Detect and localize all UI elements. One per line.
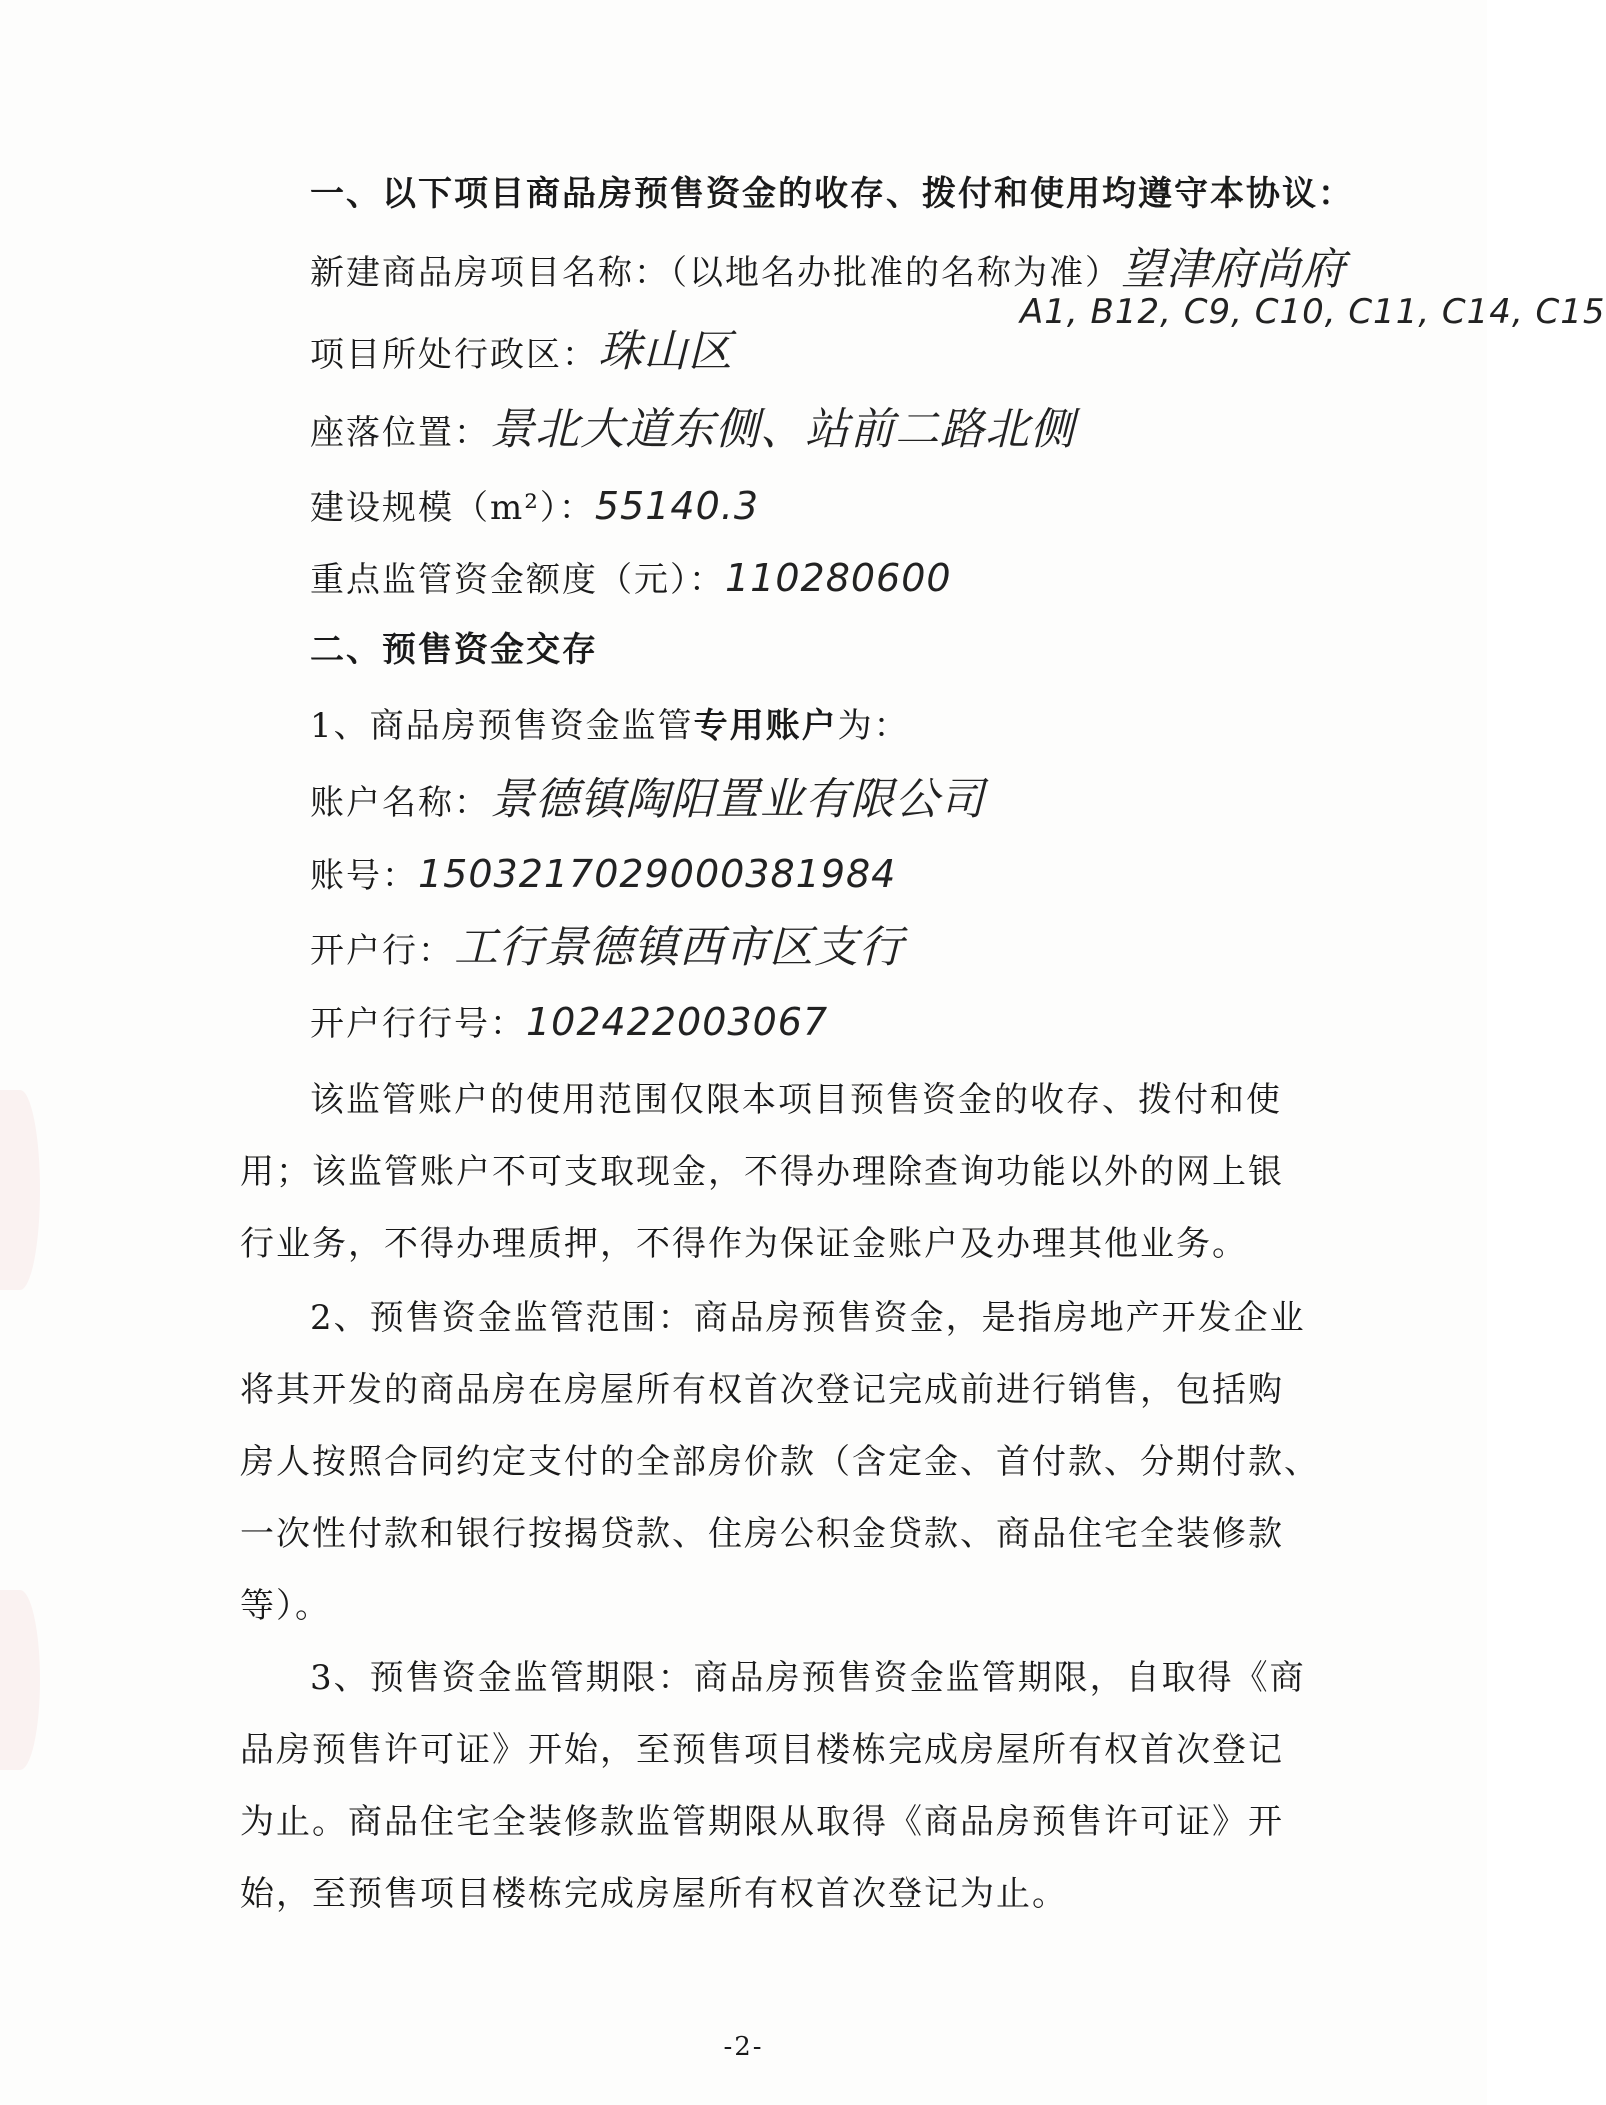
quota-row: [310, 556, 952, 602]
item1-suffix: 为：: [837, 706, 910, 746]
usage-line: 该监管账户的使用范围仅限本项目预售资金的收存、拨付和使: [310, 1080, 1282, 1120]
account-name-label: 账户名称：: [310, 783, 490, 823]
quota-label: 重点监管资金额度（元）：: [310, 560, 725, 600]
bank-label: 开户行：: [310, 931, 454, 971]
scope-line: 一次性付款和银行按揭贷款、住房公积金贷款、商品住宅全装修款: [240, 1514, 1284, 1554]
district-value: 珠山区: [598, 326, 733, 377]
period-line: 3、预售资金监管期限：商品房预售资金监管期限，自取得《商: [310, 1658, 1306, 1698]
account-no-row: [310, 852, 896, 898]
item1-prefix: 1、商品房预售资金监管: [310, 706, 694, 746]
project-name-row: [310, 244, 1346, 295]
scope-line: 等）。: [240, 1586, 331, 1626]
account-name-value: 景德镇陶阳置业有限公司: [490, 774, 985, 825]
bank-no-row: [310, 1000, 828, 1046]
period-line: 为止。商品住宅全装修款监管期限从取得《商品房预售许可证》开: [240, 1802, 1284, 1842]
location-label: 座落位置：: [310, 413, 490, 453]
district-label: 项目所处行政区：: [310, 335, 598, 375]
usage-line: 行业务，不得办理质押，不得作为保证金账户及办理其他业务。: [240, 1224, 1248, 1264]
usage-line: 用；该监管账户不可支取现金，不得办理除查询功能以外的网上银: [240, 1152, 1284, 1192]
section1-heading: 一、以下项目商品房预售资金的收存、拨付和使用均遵守本协议：: [310, 174, 1354, 214]
seal-edge-mark: [0, 1090, 40, 1290]
page-number: -2-: [723, 2032, 764, 2062]
section2-heading: 二、预售资金交存: [310, 630, 598, 670]
bank-no-value: 102422003067: [526, 1000, 829, 1044]
scale-row: [310, 484, 759, 530]
scale-label: 建设规模（m²）：: [310, 488, 595, 528]
scope-line: 2、预售资金监管范围：商品房预售资金，是指房地产开发企业: [310, 1298, 1306, 1338]
item1-row: [310, 704, 910, 748]
project-buildings: A1, B12, C9, C10, C11, C14, C15: [1020, 292, 1606, 332]
location-row: [310, 404, 1075, 455]
bank-no-label: 开户行行号：: [310, 1004, 526, 1044]
district-row: [310, 326, 733, 377]
quota-value: 110280600: [725, 556, 952, 600]
period-line: 品房预售许可证》开始，至预售项目楼栋完成房屋所有权首次登记: [240, 1730, 1284, 1770]
period-line: 始，至预售项目楼栋完成房屋所有权首次登记为止。: [240, 1874, 1068, 1914]
scope-line: 将其开发的商品房在房屋所有权首次登记完成前进行销售，包括购: [240, 1370, 1284, 1410]
seal-edge-mark: [0, 1590, 40, 1770]
scale-value: 55140.3: [594, 484, 760, 528]
location-value: 景北大道东侧、站前二路北侧: [490, 404, 1075, 455]
project-name-label: 新建商品房项目名称：（以地名办批准的名称为准）: [310, 253, 1121, 293]
project-name-value: 望津府尚府: [1121, 244, 1346, 295]
account-no-label: 账号：: [310, 856, 418, 896]
bank-value: 工行景德镇西市区支行: [454, 922, 904, 973]
bank-row: [310, 922, 904, 973]
account-name-row: [310, 774, 985, 825]
account-no-value: 1503217029000381984: [418, 852, 897, 896]
item1-bold: 专用账户: [693, 706, 838, 746]
scope-line: 房人按照合同约定支付的全部房价款（含定金、首付款、分期付款、: [240, 1442, 1320, 1482]
